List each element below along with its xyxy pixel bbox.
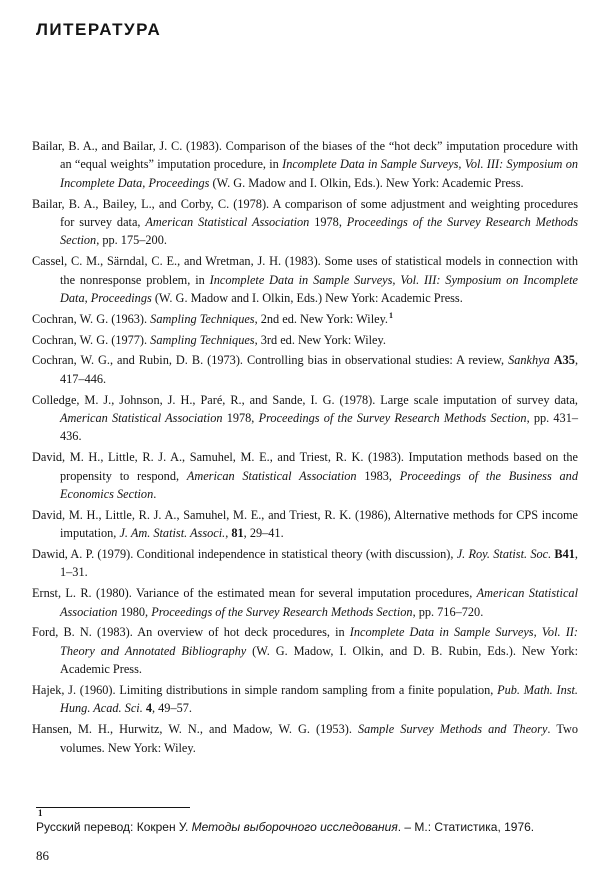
reference-text: , pp. 431–436. <box>60 411 579 444</box>
reference-text: Cochran, W. G., and Rubin, D. B. (1973). Controlling bias in observational studies: A review, <box>32 353 509 368</box>
reference-italic-text: Incomplete Data in Sample Surveys, Vol. III: Symposium on Incomplete Data, Proceedings <box>60 157 579 190</box>
reference-italic-text: Sankhya <box>508 353 550 368</box>
reference-text: Dawid, A. P. (1979). Conditional independence in statistical theory (with discussion), <box>32 547 457 562</box>
reference-entry <box>32 681 578 718</box>
reference-italic-text: Incomplete Data in Sample Surveys, Vol. III: Symposium on Incomplete Data, Proceedings <box>60 272 579 306</box>
reference-italic-text: J. Am. Statist. Associ. <box>119 526 226 541</box>
reference-entry <box>32 391 578 446</box>
reference-text: (W. G. Madow and I. Olkin, Eds.) New York: Academic Press. <box>151 291 463 306</box>
reference-text: . <box>153 487 157 502</box>
footnote-tail: . – М.: Статистика, 1976. <box>397 820 535 834</box>
reference-text: Hansen, M. H., Hurwitz, W. N., and Madow, W. G. (1953). <box>32 722 358 737</box>
reference-list <box>32 137 578 759</box>
reference-italic-text: Proceedings of the Business and Economics Section <box>60 468 578 502</box>
reference-text: . Two volumes. New York: Wiley. <box>60 722 578 755</box>
reference-entry <box>32 545 578 582</box>
reference-text: Cochran, W. G. (1963). <box>32 311 151 326</box>
reference-italic-text: Sampling Techniques <box>150 311 255 326</box>
reference-volume: B41 <box>554 547 575 562</box>
reference-text: 1978, <box>222 411 259 426</box>
reference-italic-text: Proceedings of the Survey Research Methods Section <box>258 411 527 426</box>
reference-volume: 81 <box>231 526 244 541</box>
footnote-lead: Русский перевод: Кокрен У. <box>36 820 192 834</box>
reference-text: David, M. H., Little, R. J. A., Samuhel, M. E., and Triest, R. K. (1983). Imputation methods based on the propensity to respond, <box>32 450 578 483</box>
reference-italic-text: Sampling Techniques <box>150 332 255 347</box>
reference-text: , 417–446. <box>60 353 579 386</box>
page-number: 86 <box>36 848 49 863</box>
reference-entry <box>32 310 578 328</box>
reference-italic-text: American Statistical Association <box>60 411 223 426</box>
reference-entry <box>32 351 578 388</box>
reference-entry <box>32 331 578 349</box>
reference-entry <box>32 506 578 543</box>
reference-text: , 1–31. <box>60 547 578 580</box>
reference-text: Colledge, M. J., Johnson, J. H., Paré, R., and Sande, I. G. (1978). Large scale imputation of survey data, <box>32 392 578 407</box>
reference-entry <box>32 137 578 192</box>
reference-italic-text: American Statistical Association <box>60 586 578 619</box>
reference-text: , 49–57. <box>152 701 192 716</box>
reference-italic-text: J. Roy. Statist. Soc. <box>456 547 552 562</box>
reference-text: , 29–41. <box>243 526 284 541</box>
reference-volume: A35 <box>553 353 575 368</box>
reference-italic-text: Pub. Math. Inst. Hung. Acad. Sci. <box>60 683 578 716</box>
reference-text: Ernst, L. R. (1980). Variance of the estimated mean for several imputation procedures, <box>32 586 477 601</box>
reference-text: , <box>225 526 232 541</box>
reference-entry <box>32 252 578 307</box>
reference-italic-text: American Statistical Association <box>145 215 310 230</box>
reference-text: David, M. H., Little, R. J. A., Samuhel, M. E., and Triest, R. K. (1986), Alternative methods for CPS income imputation, <box>32 507 578 541</box>
reference-text: Cassel, C. M., Särndal, C. E., and Wretman, J. H. (1983). Some uses of statistical models in connection with the nonresponse problem, in <box>32 254 578 287</box>
footnote-marker: 1 <box>389 310 393 320</box>
reference-text: 1978, <box>309 215 347 230</box>
reference-italic-text: Proceedings of the Survey Research Methods Section <box>151 604 413 619</box>
reference-italic-text: American Statistical Association <box>186 468 357 483</box>
reference-text: , pp. 716–720. <box>412 604 484 619</box>
reference-text: Hajek, J. (1960). Limiting distributions in simple random sampling from a finite population, <box>32 683 498 698</box>
reference-italic-text: Sample Survey Methods and Theory <box>357 722 548 737</box>
reference-text: 1980, <box>117 604 152 619</box>
footnote-book-title: Методы выборочного исследования <box>191 820 398 834</box>
reference-entry <box>32 195 578 250</box>
reference-text: , pp. 175–200. <box>96 233 167 248</box>
reference-text: Bailar, B. A., Bailey, L., and Corby, C. (1978). A comparison of some adjustment and weighting procedures for survey data, <box>32 196 578 230</box>
reference-text: (W. G. Madow and I. Olkin, Eds.). New York: Academic Press. <box>209 175 524 190</box>
footnote-number: 1 <box>38 808 43 818</box>
reference-italic-text: Incomplete Data in Sample Surveys, Vol. II: Theory and Annotated Bibliography <box>60 625 578 658</box>
footnote-divider <box>36 807 190 808</box>
reference-text: Cochran, W. G. (1977). <box>32 332 151 347</box>
reference-entry <box>32 623 578 678</box>
reference-italic-text: Proceedings of the Survey Research Methods Section <box>60 215 578 248</box>
reference-volume: 4 <box>145 701 152 716</box>
reference-text: Ford, B. N. (1983). An overview of hot deck procedures, in <box>32 625 350 640</box>
reference-text: , 3rd ed. New York: Wiley. <box>254 332 386 347</box>
reference-text: 1983, <box>356 468 400 483</box>
reference-entry <box>32 448 578 503</box>
reference-entry <box>32 584 578 621</box>
reference-text: (W. G. Madow, I. Olkin, and D. B. Rubin, Eds.). New York: Academic Press. <box>60 643 579 677</box>
reference-text: Bailar, B. A., and Bailar, J. C. (1983). Comparison of the biases of the “hot deck” imputation procedure with an “equal weights” imputation procedure, in <box>32 139 578 172</box>
reference-text: , 2nd ed. New York: Wiley. <box>254 311 388 326</box>
reference-entry <box>32 720 578 757</box>
footnote-text <box>36 820 534 834</box>
page-title: ЛИТЕРАТУРА <box>36 20 162 39</box>
